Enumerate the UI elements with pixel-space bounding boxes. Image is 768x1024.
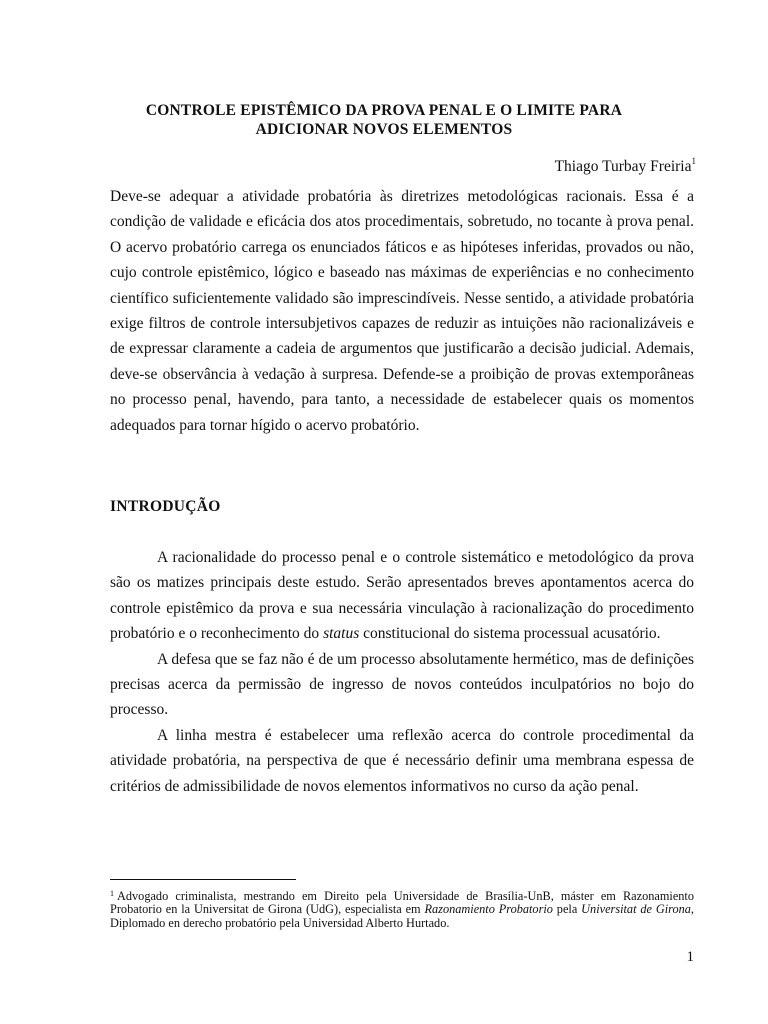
- footnote-marker: 1: [110, 889, 114, 898]
- author-byline: [555, 152, 696, 176]
- footnote-1: [110, 887, 694, 930]
- status-italic-term: status: [323, 625, 360, 643]
- author-footnote-marker[interactable]: 1: [691, 156, 696, 166]
- page-number: 1: [686, 949, 694, 965]
- footnote-italic-b: Universitat de Girona: [581, 902, 691, 917]
- footnote-italic-a: Razonamiento Probatorio: [424, 902, 553, 917]
- footnote-text-a: Advogado criminalista, mestrando em Direito pela Universidade de Brasília-UnB, máster em Razonamiento Probatorio en la Universitat de Girona (UdG), especialista em: [110, 889, 694, 917]
- intro-paragraph-1: [110, 545, 694, 647]
- title-line-1: CONTROLE EPISTÊMICO DA PROVA PENAL E O LIMITE PARA: [145, 102, 623, 119]
- intro-paragraph-2: A defesa que se faz não é de um processo absolutamente hermético, mas de definições precisas acerca da permissão de ingresso de novos conteúdos inculpatórios no bojo do processo.: [110, 650, 694, 719]
- title-line-2: ADICIONAR NOVOS ELEMENTOS: [255, 121, 513, 138]
- intro-paragraph-1-text-b: constitucional do sistema processual acusatório.: [359, 625, 661, 643]
- abstract-paragraph: Deve-se adequar a atividade probatória às diretrizes metodológicas racionais. Essa é a condição de validade e eficácia dos atos procedimentais, sobretudo, no tocante à prova penal. O acervo probatório carrega os enunciados fáticos e as hipóteses inferidas, provados ou não, cujo controle epistêmico, lógico e baseado nas máximas de experiências e no conhecimento científico suficientemente validado são imprescindíveis. Nesse sentido, a atividade probatória exige filtros de controle intersubjetivos capazes de reduzir as intuições não racionalizáveis e de expressar claramente a cadeia de argumentos que justificarão a decisão judicial. Ademais, deve-se observância à vedação à surpresa. Defende-se a proibição de provas extemporâneas no processo penal, havendo, para tanto, a necessidade de estabelecer quais os momentos adequados para tornar hígido o acervo probatório.: [110, 188, 694, 434]
- introduction-body: [110, 545, 694, 799]
- intro-paragraph-3: A linha mestra é estabelecer uma reflexão acerca do controle procedimental da atividade probatória, na perspectiva de que é necessário definir uma membrana espessa de critérios de admissibilidade de novos elementos informativos no curso da ação penal.: [110, 726, 694, 795]
- author-name: Thiago Turbay Freiria: [554, 158, 692, 175]
- paper-title: [110, 101, 658, 139]
- intro-paragraph-1-text-a: A racionalidade do processo penal e o controle sistemático e metodológico da prova são os matizes principais deste estudo. Serão apresentados breves apontamentos acerca do controle epistêmico da prova e sua necessária vinculação à racionalização do procedimento probatório e o reconhecimento do: [110, 549, 694, 643]
- footnote-text-b: pela: [552, 902, 582, 917]
- footnote-text-c: , Diplomado en derecho probatório pela Universidad Alberto Hurtado.: [110, 902, 694, 930]
- section-heading-introduction: INTRODUÇÃO: [110, 498, 221, 515]
- footnote-separator: [110, 879, 296, 880]
